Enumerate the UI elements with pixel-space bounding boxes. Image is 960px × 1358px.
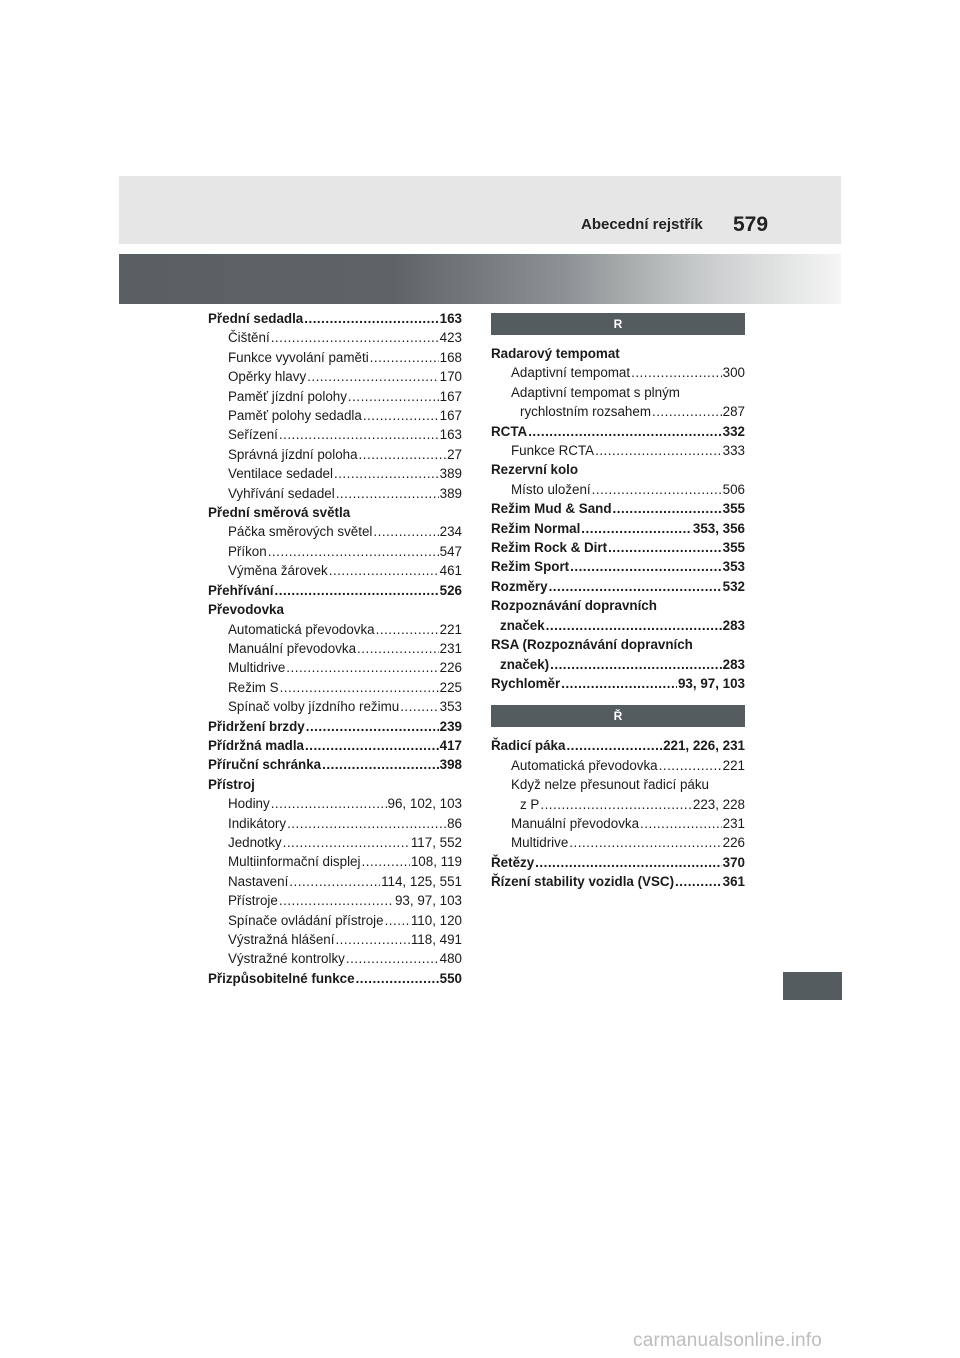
- dot-leader: [640, 814, 722, 833]
- entry-term: Indikátory: [228, 815, 287, 831]
- entry-term: Funkce vyvolání paměti: [228, 349, 369, 365]
- index-entry: [208, 911, 462, 930]
- entry-page-ref: 417: [439, 737, 462, 753]
- entry-term: Opěrky hlavy: [228, 369, 307, 385]
- entry-term: Řízení stability vozidla (VSC): [491, 874, 675, 890]
- section-side-tab: [783, 972, 842, 1000]
- entry-page-ref: 550: [439, 970, 462, 986]
- dot-leader: [356, 969, 439, 988]
- index-entry: [208, 503, 462, 522]
- index-entry: [491, 557, 745, 576]
- index-entry: [208, 755, 462, 774]
- entry-page-ref: 93, 97, 103: [394, 893, 462, 909]
- entry-page-ref: 221, 226, 231: [663, 738, 745, 754]
- entry-term: Režim S: [228, 679, 279, 695]
- watermark: carmanualsonline.info: [633, 1330, 823, 1351]
- entry-page-ref: 96, 102, 103: [387, 796, 462, 812]
- dot-leader: [595, 441, 722, 460]
- entry-page-ref: 370: [722, 854, 745, 870]
- index-entry: [491, 480, 745, 499]
- entry-page-ref: 108, 119: [410, 854, 462, 870]
- entry-term: Místo uložení: [511, 481, 591, 497]
- entry-page-ref: 389: [439, 466, 462, 482]
- index-entry: [491, 538, 745, 557]
- dot-leader: [592, 480, 722, 499]
- entry-term: Nastavení: [228, 873, 289, 889]
- entry-page-ref: 221: [439, 621, 462, 637]
- dot-leader: [322, 755, 439, 774]
- entry-page-ref: 355: [722, 540, 745, 556]
- index-entry: [491, 383, 745, 402]
- entry-page-ref: 234: [439, 524, 462, 540]
- index-entry: [491, 814, 745, 833]
- entry-page-ref: 86: [447, 815, 462, 831]
- entry-term: Příkon: [228, 543, 267, 559]
- section-letter-r: R: [491, 313, 745, 335]
- dot-leader: [335, 930, 409, 949]
- entry-page-ref: 389: [439, 485, 462, 501]
- entry-term: značek: [500, 617, 545, 633]
- entry-page-ref: 110, 120: [410, 912, 462, 928]
- entry-page-ref: 221: [722, 757, 745, 773]
- entry-page-ref: 223, 228: [692, 796, 745, 812]
- index-entry: [491, 499, 745, 518]
- entry-page-ref: 480: [439, 951, 462, 967]
- entry-term: Příruční schránka: [208, 757, 322, 773]
- dot-leader: [581, 519, 692, 538]
- dot-leader: [373, 522, 438, 541]
- entry-page-ref: 231: [439, 640, 462, 656]
- entry-page-ref: 547: [439, 543, 462, 559]
- dot-leader: [400, 697, 438, 716]
- entry-page-ref: 114, 125, 551: [381, 873, 462, 889]
- index-entry: [208, 794, 462, 813]
- entry-page-ref: 231: [722, 815, 745, 831]
- index-entry: [491, 441, 745, 460]
- entry-term: Režim Sport: [491, 559, 570, 575]
- entry-page-ref: 461: [439, 563, 462, 579]
- entry-term: rychlostním rozsahem: [520, 404, 651, 420]
- index-entry: [208, 445, 462, 464]
- entry-page-ref: 117, 552: [410, 834, 462, 850]
- index-entry: [208, 581, 462, 600]
- entry-term: Přizpůsobitelné funkce: [208, 970, 355, 986]
- index-entry: [491, 344, 745, 363]
- dot-leader: [608, 538, 722, 557]
- dot-leader: [385, 911, 410, 930]
- entry-page-ref: 506: [722, 481, 745, 497]
- entry-term: Rozměry: [491, 578, 548, 594]
- entry-page-ref: 353: [722, 559, 745, 575]
- index-entry: [208, 484, 462, 503]
- index-entry: [491, 402, 745, 421]
- index-entry: [208, 717, 462, 736]
- index-entry: [208, 387, 462, 406]
- entry-term: Režim Mud & Sand: [491, 501, 612, 517]
- index-entry: [208, 522, 462, 541]
- entry-page-ref: 225: [439, 679, 462, 695]
- dot-leader: [357, 639, 439, 658]
- index-entry: [491, 460, 745, 479]
- index-entry: [208, 367, 462, 386]
- index-column-left: [208, 309, 462, 988]
- entry-page-ref: 355: [722, 501, 745, 517]
- index-entry: [208, 620, 462, 639]
- index-entry: [491, 853, 745, 872]
- dot-leader: [275, 581, 439, 600]
- entry-page-ref: 167: [439, 408, 462, 424]
- index-entry: [208, 600, 462, 619]
- dot-leader: [528, 422, 721, 441]
- entry-term: Páčka směrových světel: [228, 524, 373, 540]
- section-r-entries: [491, 344, 745, 693]
- entry-term: Režim Rock & Dirt: [491, 540, 608, 556]
- index-entry: [491, 616, 745, 635]
- entry-term: Jednotky: [228, 834, 282, 850]
- entry-term: Přehřívání: [208, 582, 274, 598]
- dot-leader: [376, 620, 439, 639]
- entry-term: Řetězy: [491, 854, 535, 870]
- dot-leader: [631, 363, 722, 382]
- section-rr-entries: [491, 736, 745, 891]
- dot-leader: [363, 406, 439, 425]
- page-number: 579: [733, 213, 769, 236]
- index-entry: [491, 833, 745, 852]
- entry-term: Převodovka: [208, 602, 284, 618]
- entry-page-ref: 526: [439, 582, 462, 598]
- dot-leader: [304, 309, 438, 328]
- index-entry: [208, 736, 462, 755]
- dot-leader: [279, 891, 394, 910]
- entry-page-ref: 170: [439, 369, 462, 385]
- index-entry: [208, 775, 462, 794]
- dot-leader: [306, 717, 439, 736]
- entry-term: Radarový tempomat: [491, 346, 620, 361]
- entry-term: Adaptivní tempomat s plným: [511, 384, 680, 400]
- entry-term: Spínač volby jízdního režimu: [228, 699, 400, 715]
- index-entry: [491, 577, 745, 596]
- entry-term: Přístroj: [208, 776, 255, 792]
- entry-term: Přední sedadla: [208, 311, 304, 326]
- dot-leader: [286, 658, 438, 677]
- dot-leader: [566, 736, 662, 755]
- index-entry: [208, 658, 462, 677]
- dot-leader: [307, 367, 439, 386]
- dot-leader: [329, 561, 439, 580]
- dot-leader: [271, 328, 439, 347]
- index-entry: [208, 639, 462, 658]
- dot-leader: [283, 833, 410, 852]
- entry-term: Manuální převodovka: [511, 815, 640, 831]
- index-entry: [208, 833, 462, 852]
- dot-leader: [652, 402, 722, 421]
- entry-page-ref: 332: [722, 423, 745, 439]
- dot-leader: [334, 464, 439, 483]
- index-entry: [491, 363, 745, 382]
- dot-leader: [561, 674, 677, 693]
- entry-page-ref: 168: [439, 349, 462, 365]
- index-entry: [491, 872, 745, 891]
- index-entry: [491, 635, 745, 654]
- entry-page-ref: 283: [722, 617, 745, 633]
- entry-term: Přídržná madla: [208, 737, 304, 753]
- index-entry: [491, 775, 745, 794]
- index-entry: [208, 697, 462, 716]
- entry-term: Řadicí páka: [491, 738, 566, 754]
- index-entry: [208, 542, 462, 561]
- entry-term: Rychloměr: [491, 675, 561, 691]
- entry-term: Spínače ovládání přístroje: [228, 912, 384, 928]
- entry-page-ref: 163: [439, 311, 462, 326]
- dot-leader: [346, 949, 439, 968]
- index-entry: [491, 596, 745, 615]
- entry-page-ref: 226: [722, 835, 745, 851]
- entry-page-ref: 27: [447, 446, 462, 462]
- entry-page-ref: 333: [722, 443, 745, 459]
- dot-leader: [287, 814, 446, 833]
- entry-term: Čištění: [228, 330, 270, 346]
- entry-term: Přidržení brzdy: [208, 718, 305, 734]
- entry-term: značek): [500, 656, 550, 672]
- index-entry: [491, 756, 745, 775]
- dot-leader: [280, 678, 439, 697]
- entry-page-ref: 353: [439, 699, 462, 715]
- entry-term: Multidrive: [511, 835, 569, 851]
- index-entry: [208, 678, 462, 697]
- index-entry: [208, 891, 462, 910]
- index-entry: [491, 422, 745, 441]
- entry-page-ref: 283: [722, 656, 745, 672]
- section-letter-rr: Ř: [491, 705, 745, 727]
- entry-term: Automatická převodovka: [228, 621, 375, 637]
- index-entry: [208, 814, 462, 833]
- dot-leader: [305, 736, 439, 755]
- dot-leader: [348, 387, 439, 406]
- index-entry: [208, 309, 462, 328]
- entry-page-ref: 163: [439, 427, 462, 443]
- index-entry: [208, 930, 462, 949]
- entry-term: Adaptivní tempomat: [511, 365, 631, 381]
- entry-page-ref: 423: [439, 330, 462, 346]
- entry-term: Funkce RCTA: [511, 443, 595, 459]
- entry-page-ref: 353, 356: [692, 520, 745, 536]
- entry-term: Přední směrová světla: [208, 505, 351, 521]
- index-entry: [208, 406, 462, 425]
- dot-leader: [359, 445, 447, 464]
- dot-leader: [361, 852, 409, 871]
- entry-term: z P: [520, 796, 540, 812]
- entry-term: Multidrive: [228, 660, 286, 676]
- index-entry: [208, 949, 462, 968]
- index-entry: [208, 328, 462, 347]
- entry-term: Manuální převodovka: [228, 640, 357, 656]
- dot-leader: [289, 872, 380, 891]
- dot-leader: [271, 794, 387, 813]
- entry-term: Rezervní kolo: [491, 462, 579, 478]
- entry-term: Hodiny: [228, 796, 270, 812]
- index-entry: [491, 795, 745, 814]
- index-column-right: [491, 313, 745, 892]
- entry-term: RCTA: [491, 423, 528, 439]
- index-entry: [491, 655, 745, 674]
- entry-page-ref: 93, 97, 103: [677, 675, 745, 691]
- index-entry: [208, 561, 462, 580]
- dot-leader: [279, 425, 439, 444]
- page-title: Abecední rejstřík: [581, 216, 703, 233]
- dot-leader: [613, 499, 722, 518]
- dot-leader: [540, 795, 692, 814]
- entry-term: Seřízení: [228, 427, 278, 443]
- entry-term: Automatická převodovka: [511, 757, 658, 773]
- dot-leader: [546, 616, 722, 635]
- index-entry: [208, 969, 462, 988]
- entry-term: Ventilace sedadel: [228, 466, 333, 482]
- entry-term: Režim Normal: [491, 520, 581, 536]
- index-entry: [491, 519, 745, 538]
- index-entry: [208, 425, 462, 444]
- entry-term: Paměť polohy sedadla: [228, 408, 362, 424]
- entry-page-ref: 532: [722, 578, 745, 594]
- index-entry: [208, 464, 462, 483]
- index-entry: [208, 348, 462, 367]
- index-entry: [208, 872, 462, 891]
- dot-leader: [549, 577, 722, 596]
- decorative-gradient-bar: [119, 254, 841, 304]
- entry-term: Přístroje: [228, 893, 278, 909]
- entry-term: Když nelze přesunout řadicí páku: [511, 777, 710, 793]
- entry-page-ref: 226: [439, 660, 462, 676]
- dot-leader: [570, 557, 722, 576]
- entry-term: Výstražná hlášení: [228, 932, 335, 947]
- dot-leader: [675, 872, 722, 891]
- index-entry: [491, 736, 745, 755]
- entry-term: Paměť jízdní polohy: [228, 388, 347, 404]
- entry-page-ref: 361: [722, 874, 745, 890]
- dot-leader: [535, 853, 721, 872]
- entry-page-ref: 300: [722, 365, 745, 381]
- entry-page-ref: 239: [439, 718, 462, 734]
- dot-leader: [569, 833, 721, 852]
- dot-leader: [336, 484, 439, 503]
- entry-page-ref: 167: [439, 388, 462, 404]
- entry-page-ref: 287: [722, 404, 745, 420]
- entry-term: Výstražné kontrolky: [228, 951, 345, 967]
- entry-term: Správná jízdní poloha: [228, 446, 358, 462]
- entry-page-ref: 118, 491: [410, 932, 462, 947]
- entry-term: RSA (Rozpoznávání dopravních: [491, 637, 693, 653]
- dot-leader: [659, 756, 722, 775]
- index-entry: [491, 674, 745, 693]
- entry-term: Rozpoznávání dopravních: [491, 598, 657, 614]
- dot-leader: [370, 348, 439, 367]
- entry-term: Multiinformační displej: [228, 854, 361, 870]
- entry-term: Vyhřívání sedadel: [228, 485, 335, 501]
- index-entry: [208, 852, 462, 871]
- dot-leader: [268, 542, 439, 561]
- entry-page-ref: 398: [439, 757, 462, 773]
- entry-term: Výměna žárovek: [228, 563, 328, 579]
- dot-leader: [550, 655, 722, 674]
